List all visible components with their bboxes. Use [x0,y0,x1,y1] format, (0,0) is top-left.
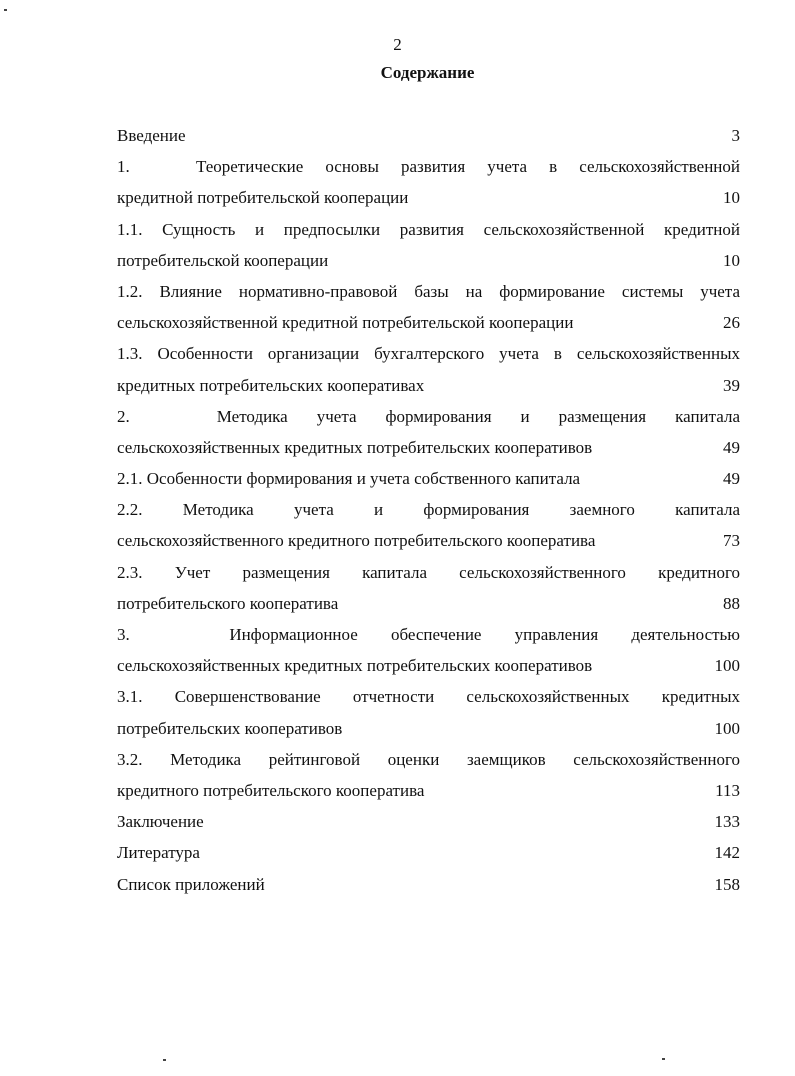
toc-entry-last-line [117,806,740,837]
toc-entry-text: Введение [117,126,186,145]
toc-entry-page: 142 [714,843,740,863]
toc-entry-page: 113 [715,780,740,800]
toc-entry [117,401,740,463]
toc-entry-heading-line: 1.1. Сущность и предпосылки развития сельскохозяйственной кредитной [117,219,740,239]
toc-entry-heading-line: 2.3. Учет размещения капитала сельскохозяйственного кредитного [117,562,740,582]
toc-entry [117,463,740,494]
toc-entry [117,681,740,743]
toc-entry-page: 26 [723,313,740,333]
toc-entry-page: 100 [714,656,740,676]
toc-entry-text: сельскохозяйственных кредитных потребительских кооперативов [117,437,593,457]
toc-entry-text: Литература [117,843,200,863]
page-number: 2 [393,35,402,54]
toc-entry [117,557,740,619]
toc-entry-page: 49 [723,469,740,489]
toc-entry-heading-line: 3.1. Совершенствование отчетности сельскохозяйственных кредитных [117,687,740,707]
toc-entry-text: кредитного потребительского кооператива [117,780,425,800]
scan-speck [662,1058,665,1060]
toc-entry-page: 39 [723,375,740,395]
toc-entry-page: 73 [723,531,740,551]
toc-entry-last-line [117,775,740,806]
toc-entry-text: сельскохозяйственного кредитного потребительского кооператива [117,531,596,551]
toc-entry-page: 10 [723,250,740,270]
toc-entry-heading-line: 1.3. Особенности организации бухгалтерского учета в сельскохозяйственных [117,344,740,364]
toc-entry [117,869,740,900]
toc-entry-last-line [117,370,740,401]
scan-speck [163,1059,166,1061]
scan-speck [4,9,7,11]
toc-entry-last-line [117,307,740,338]
toc-entry-last-line [117,463,740,494]
toc-entry [117,744,740,806]
toc-entry [117,619,740,681]
toc-entry-text: 2.1. Особенности формирования и учета собственного капитала [117,469,581,489]
toc-entry-page: 10 [723,188,740,208]
toc-entry-page: 133 [714,812,740,832]
toc-entry [117,338,740,400]
toc-entry-text: потребительского кооператива [117,593,339,613]
toc-title: Содержание [380,63,475,82]
toc-entry-text: сельскохозяйственных кредитных потребительских кооперативов [117,656,593,676]
toc-entry [117,214,740,276]
toc-entry-text: кредитной потребительской кооперации [117,188,409,208]
toc-entry-last-line [117,869,740,900]
toc-entry-page: 158 [714,874,740,894]
toc-entry-last-line [117,713,740,744]
toc-entry-text: Заключение [117,812,204,832]
toc-entry [117,806,740,837]
toc-entry-text: сельскохозяйственной кредитной потребительской кооперации [117,313,574,333]
toc-entry-heading-line: 1. Теоретические основы развития учета в сельскохозяйственной [117,157,740,177]
toc-entry-last-line [117,588,740,619]
toc-entry-last-line [117,120,740,151]
toc-entry-page: 49 [723,437,740,457]
toc-entry [117,837,740,868]
toc-entry [117,494,740,556]
toc-entry-last-line [117,182,740,213]
toc-entry-last-line [117,525,740,556]
toc-entry-heading-line: 3. Информационное обеспечение управления деятельностью [117,625,740,644]
toc-entry-text: потребительских кооперативов [117,718,343,738]
toc-entry-page: 100 [714,718,740,738]
toc-entry-heading-line: 1.2. Влияние нормативно-правовой базы на формирование системы учета [117,281,740,301]
toc-entry-heading-line: 2.2. Методика учета и формирования заемного капитала [117,500,740,520]
toc-entry-text: кредитных потребительских кооперативах [117,375,425,395]
toc-entry [117,151,740,213]
toc-entry-text: потребительской кооперации [117,250,329,270]
toc-entry-page: 88 [723,593,740,613]
toc-entry-heading-line: 3.2. Методика рейтинговой оценки заемщиков сельскохозяйственного [117,749,740,769]
toc-entry-text: Список приложений [117,874,265,894]
toc-entry-page: 3 [731,126,740,145]
toc-entry [117,276,740,338]
toc-entry-last-line [117,245,740,276]
toc-entry-last-line [117,837,740,868]
table-of-contents [117,120,740,900]
toc-entry [117,120,740,151]
toc-entry-last-line [117,432,740,463]
toc-entry-heading-line: 2. Методика учета формирования и размещения капитала [117,406,740,426]
toc-entry-last-line [117,650,740,681]
